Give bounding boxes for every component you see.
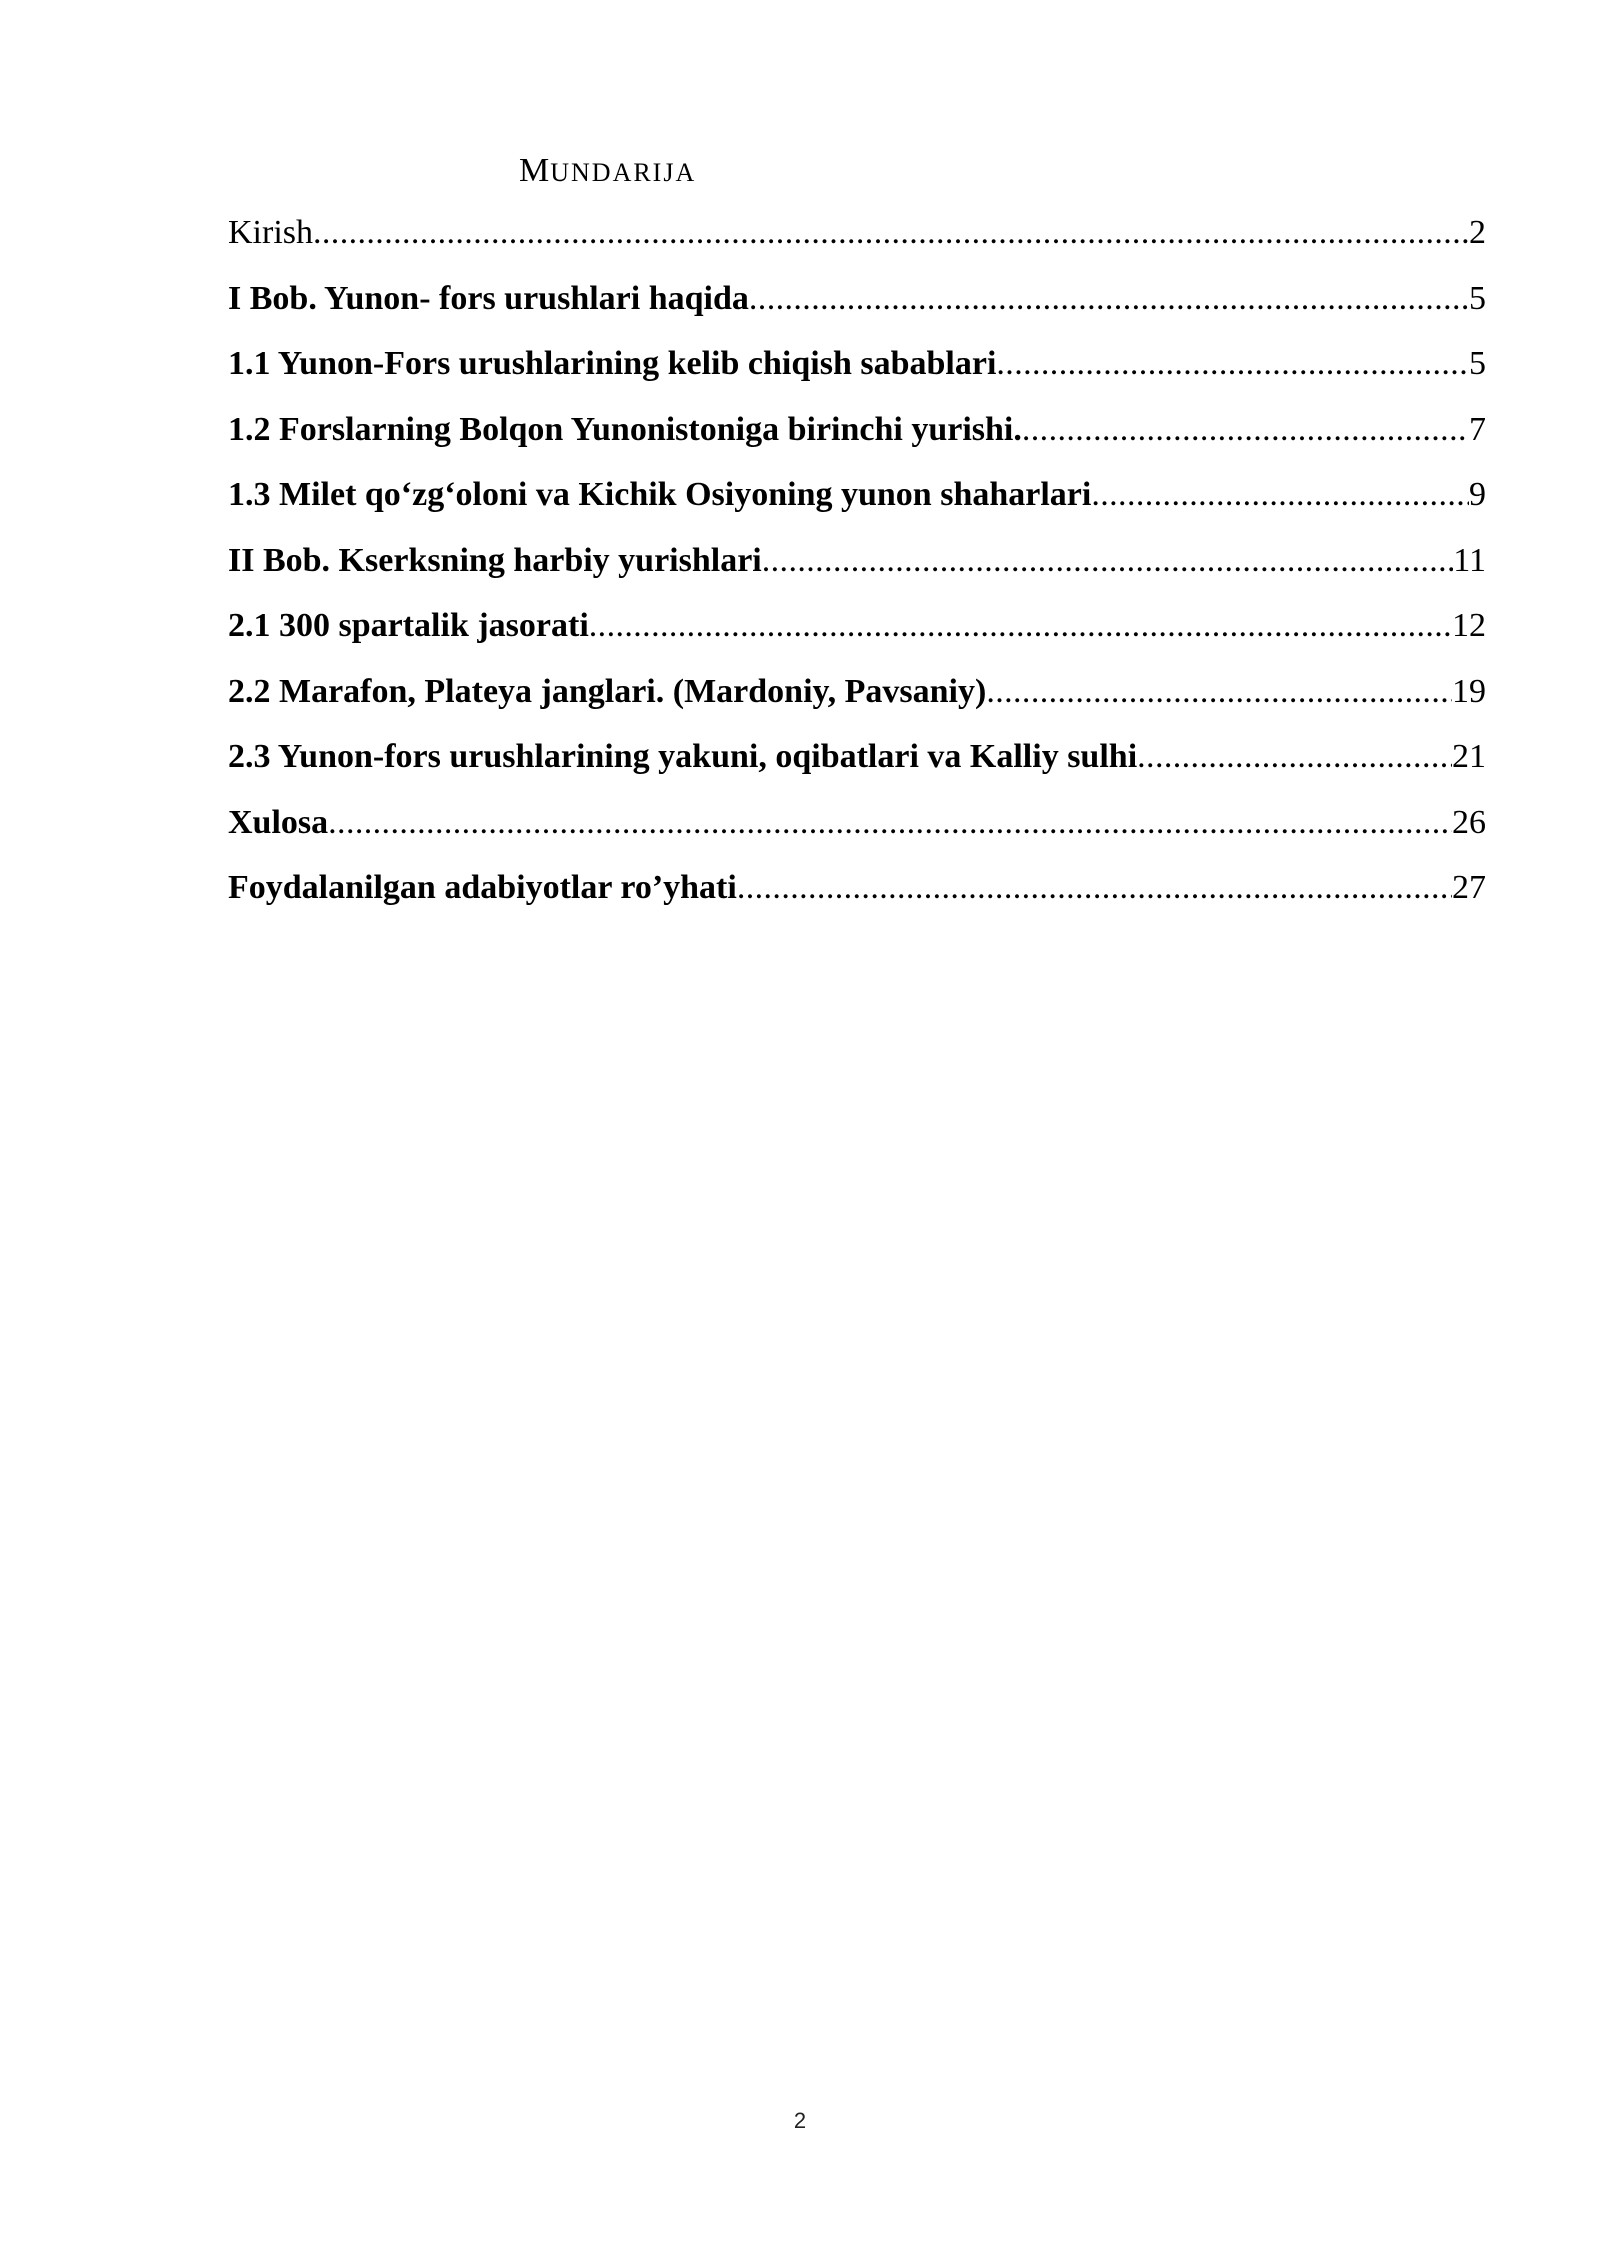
toc-dot-leader — [986, 659, 1452, 725]
toc-entry-page: 9 — [1469, 476, 1486, 513]
toc-entry-label: II Bob. Kserksning harbiy yurishlari — [228, 541, 762, 579]
toc-entry-page: 11 — [1453, 541, 1486, 579]
toc-entry-page: 5 — [1469, 279, 1486, 317]
toc-entry-section-2-1[interactable] — [228, 593, 1486, 659]
toc-dot-leader — [1137, 724, 1452, 790]
toc-entry-label: 1.3 Milet qo‘zg‘oloni va Kichik Osiyoning yunon shaharlari — [228, 476, 1092, 513]
toc-entry-section-1-3[interactable] — [228, 462, 1486, 528]
toc-dot-leader — [749, 266, 1469, 332]
toc-entry-xulosa[interactable] — [228, 790, 1486, 856]
toc-entry-page: 2 — [1469, 214, 1486, 251]
toc-entry-page: 7 — [1469, 410, 1486, 448]
toc-entry-page: 21 — [1452, 738, 1486, 775]
toc-entry-label: 1.2 Forslarning Bolqon Yunonistoniga birinchi yurishi. — [228, 410, 1022, 448]
page-number: 2 — [793, 2108, 807, 2133]
toc-dot-leader — [313, 200, 1469, 266]
toc-title-initial: M — [519, 152, 551, 189]
toc-entry-label: 2.2 Marafon, Plateya janglari. (Mardoniy, Pavsaniy) — [228, 672, 987, 710]
toc-entry-page: 12 — [1452, 607, 1486, 644]
toc-entry-label: Foydalanilgan adabiyotlar ro’yhati — [228, 869, 737, 906]
toc-entry-label: 2.1 300 spartalik jasorati — [228, 607, 589, 644]
toc-dot-leader — [1091, 462, 1469, 528]
toc-dot-leader — [1022, 397, 1469, 463]
table-of-contents — [228, 200, 1486, 921]
toc-entry-kirish[interactable] — [228, 200, 1486, 266]
toc-entry-section-2-3[interactable] — [228, 724, 1486, 790]
toc-entry-label: 2.3 Yunon-fors urushlarining yakuni, oqibatlari va Kalliy sulhi — [228, 738, 1138, 775]
toc-dot-leader — [762, 528, 1454, 594]
toc-dot-leader — [737, 855, 1452, 921]
toc-entry-chapter-2[interactable] — [228, 528, 1486, 594]
toc-dot-leader — [589, 593, 1452, 659]
toc-entry-section-2-2[interactable] — [228, 659, 1486, 725]
toc-dot-leader — [996, 331, 1469, 397]
toc-entry-page: 5 — [1469, 345, 1486, 382]
toc-entry-label: I Bob. Yunon- fors urushlari haqida — [228, 279, 749, 317]
toc-title-rest: UNDARIJA — [550, 158, 697, 187]
toc-entry-bibliography[interactable] — [228, 855, 1486, 921]
toc-entry-page: 19 — [1452, 672, 1486, 710]
toc-entry-page: 26 — [1452, 803, 1486, 841]
toc-entry-chapter-1[interactable] — [228, 266, 1486, 332]
toc-entry-label: Xulosa — [228, 803, 329, 841]
toc-title — [519, 154, 696, 188]
toc-entry-label: Kirish — [228, 214, 313, 251]
toc-entry-page: 27 — [1452, 869, 1486, 906]
toc-entry-section-1-2[interactable] — [228, 397, 1486, 463]
toc-entry-section-1-1[interactable] — [228, 331, 1486, 397]
toc-entry-label: 1.1 Yunon-Fors urushlarining kelib chiqish sabablari — [228, 345, 997, 382]
toc-dot-leader — [328, 790, 1452, 856]
